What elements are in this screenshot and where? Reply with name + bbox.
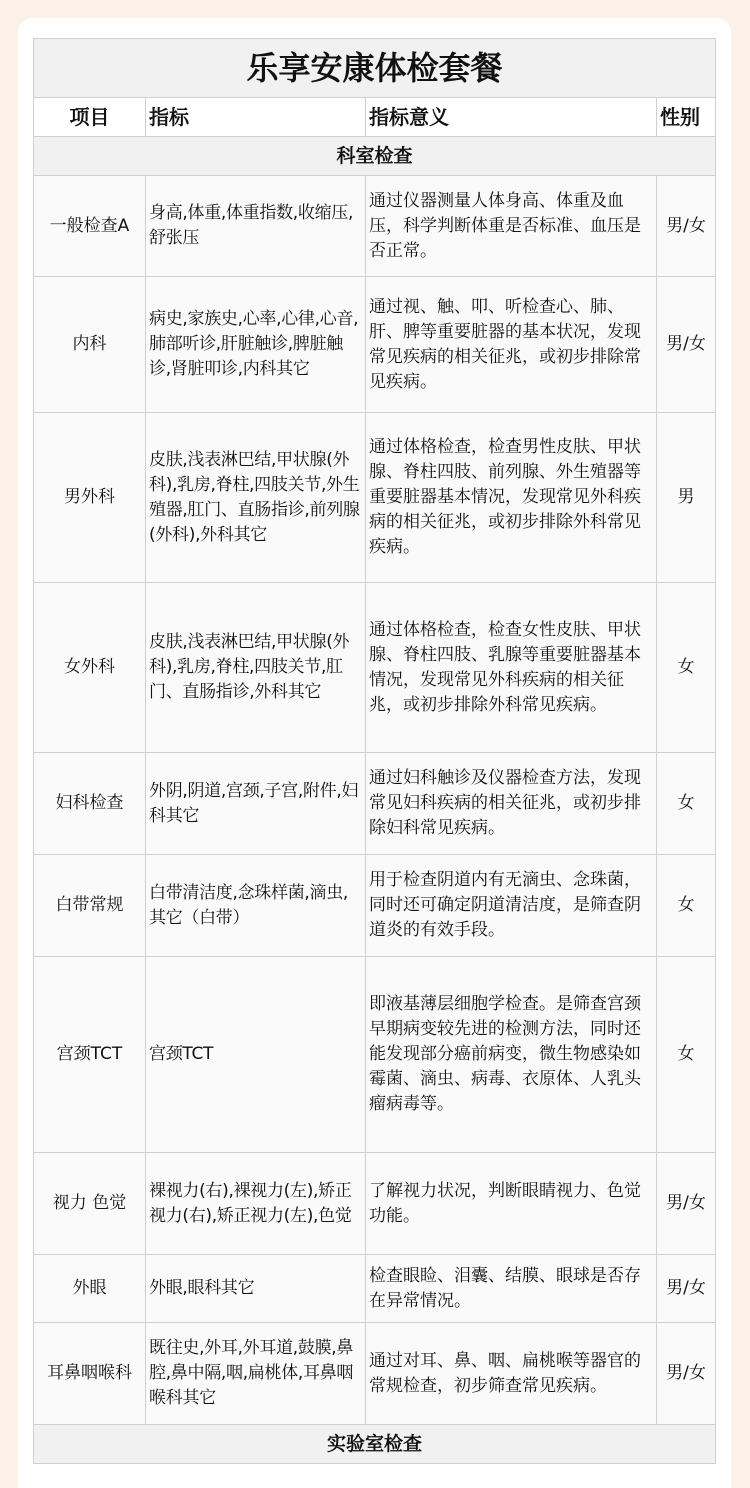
row-gender: 男/女 bbox=[657, 1153, 716, 1255]
row-item: 男外科 bbox=[34, 413, 146, 583]
row-indicators: 宫颈TCT bbox=[146, 957, 366, 1153]
table-row bbox=[34, 1255, 716, 1323]
table-row bbox=[34, 176, 716, 277]
row-meaning: 通过对耳、鼻、咽、扁桃喉等器官的常规检查，初步筛查常见疾病。 bbox=[366, 1323, 657, 1425]
row-item: 视力 色觉 bbox=[34, 1153, 146, 1255]
table-row bbox=[34, 413, 716, 583]
row-item: 宫颈TCT bbox=[34, 957, 146, 1153]
row-gender: 男/女 bbox=[657, 277, 716, 413]
table-row bbox=[34, 1153, 716, 1255]
row-item: 妇科检查 bbox=[34, 753, 146, 855]
row-indicators: 白带清洁度,念珠样菌,滴虫,其它（白带） bbox=[146, 855, 366, 957]
row-gender: 男/女 bbox=[657, 1255, 716, 1323]
table-row bbox=[34, 1323, 716, 1425]
row-indicators: 外阴,阴道,宫颈,子宫,附件,妇科其它 bbox=[146, 753, 366, 855]
row-meaning: 用于检查阴道内有无滴虫、念珠菌，同时还可确定阴道清洁度，是筛查阴道炎的有效手段。 bbox=[366, 855, 657, 957]
row-indicators: 身高,体重,体重指数,收缩压,舒张压 bbox=[146, 176, 366, 277]
row-meaning: 通过体格检查，检查男性皮肤、甲状腺、脊柱四肢、前列腺、外生殖器等重要脏器基本情况，发现常见外科疾病的相关征兆，或初步排除外科常见疾病。 bbox=[366, 413, 657, 583]
row-meaning: 检查眼睑、泪囊、结膜、眼球是否存在异常情况。 bbox=[366, 1255, 657, 1323]
package-title: 乐享安康体检套餐 bbox=[34, 39, 716, 98]
table-row bbox=[34, 583, 716, 753]
row-indicators: 皮肤,浅表淋巴结,甲状腺(外科),乳房,脊柱,四肢关节,肛门、直肠指诊,外科其它 bbox=[146, 583, 366, 753]
row-gender: 男/女 bbox=[657, 1323, 716, 1425]
row-gender: 女 bbox=[657, 957, 716, 1153]
header-meaning: 指标意义 bbox=[366, 98, 657, 137]
row-meaning: 通过妇科触诊及仪器检查方法，发现常见妇科疾病的相关征兆，或初步排除妇科常见疾病。 bbox=[366, 753, 657, 855]
row-gender: 男 bbox=[657, 413, 716, 583]
section-header: 科室检查 bbox=[34, 137, 716, 176]
table-row bbox=[34, 855, 716, 957]
row-meaning: 即液基薄层细胞学检查。是筛查宫颈早期病变较先进的检测方法，同时还能发现部分癌前病变，微生物感染如霉菌、滴虫、病毒、衣原体、人乳头瘤病毒等。 bbox=[366, 957, 657, 1153]
header-gender: 性别 bbox=[657, 98, 716, 137]
row-item: 白带常规 bbox=[34, 855, 146, 957]
row-item: 内科 bbox=[34, 277, 146, 413]
row-meaning: 通过仪器测量人体身高、体重及血压，科学判断体重是否标准、血压是否正常。 bbox=[366, 176, 657, 277]
header-indicators: 指标 bbox=[146, 98, 366, 137]
row-indicators: 皮肤,浅表淋巴结,甲状腺(外科),乳房,脊柱,四肢关节,外生殖器,肛门、直肠指诊,前列腺(外科),外科其它 bbox=[146, 413, 366, 583]
section-header: 实验室检查 bbox=[34, 1425, 716, 1464]
header-item: 项目 bbox=[34, 98, 146, 137]
row-indicators: 既往史,外耳,外耳道,鼓膜,鼻腔,鼻中隔,咽,扁桃体,耳鼻咽喉科其它 bbox=[146, 1323, 366, 1425]
table-row bbox=[34, 957, 716, 1153]
row-gender: 女 bbox=[657, 583, 716, 753]
checkup-package-table bbox=[33, 38, 716, 1464]
row-gender: 男/女 bbox=[657, 176, 716, 277]
row-gender: 女 bbox=[657, 753, 716, 855]
row-meaning: 通过视、触、叩、听检查心、肺、肝、脾等重要脏器的基本状况，发现常见疾病的相关征兆，或初步排除常见疾病。 bbox=[366, 277, 657, 413]
table-row bbox=[34, 277, 716, 413]
row-meaning: 了解视力状况，判断眼睛视力、色觉功能。 bbox=[366, 1153, 657, 1255]
row-indicators: 裸视力(右),裸视力(左),矫正视力(右),矫正视力(左),色觉 bbox=[146, 1153, 366, 1255]
row-item: 女外科 bbox=[34, 583, 146, 753]
row-item: 耳鼻咽喉科 bbox=[34, 1323, 146, 1425]
row-indicators: 外眼,眼科其它 bbox=[146, 1255, 366, 1323]
row-gender: 女 bbox=[657, 855, 716, 957]
row-indicators: 病史,家族史,心率,心律,心音,肺部听诊,肝脏触诊,脾脏触诊,肾脏叩诊,内科其它 bbox=[146, 277, 366, 413]
row-meaning: 通过体格检查，检查女性皮肤、甲状腺、脊柱四肢、乳腺等重要脏器基本情况，发现常见外科疾病的相关征兆，或初步排除外科常见疾病。 bbox=[366, 583, 657, 753]
row-item: 一般检查A bbox=[34, 176, 146, 277]
table-row bbox=[34, 753, 716, 855]
row-item: 外眼 bbox=[34, 1255, 146, 1323]
